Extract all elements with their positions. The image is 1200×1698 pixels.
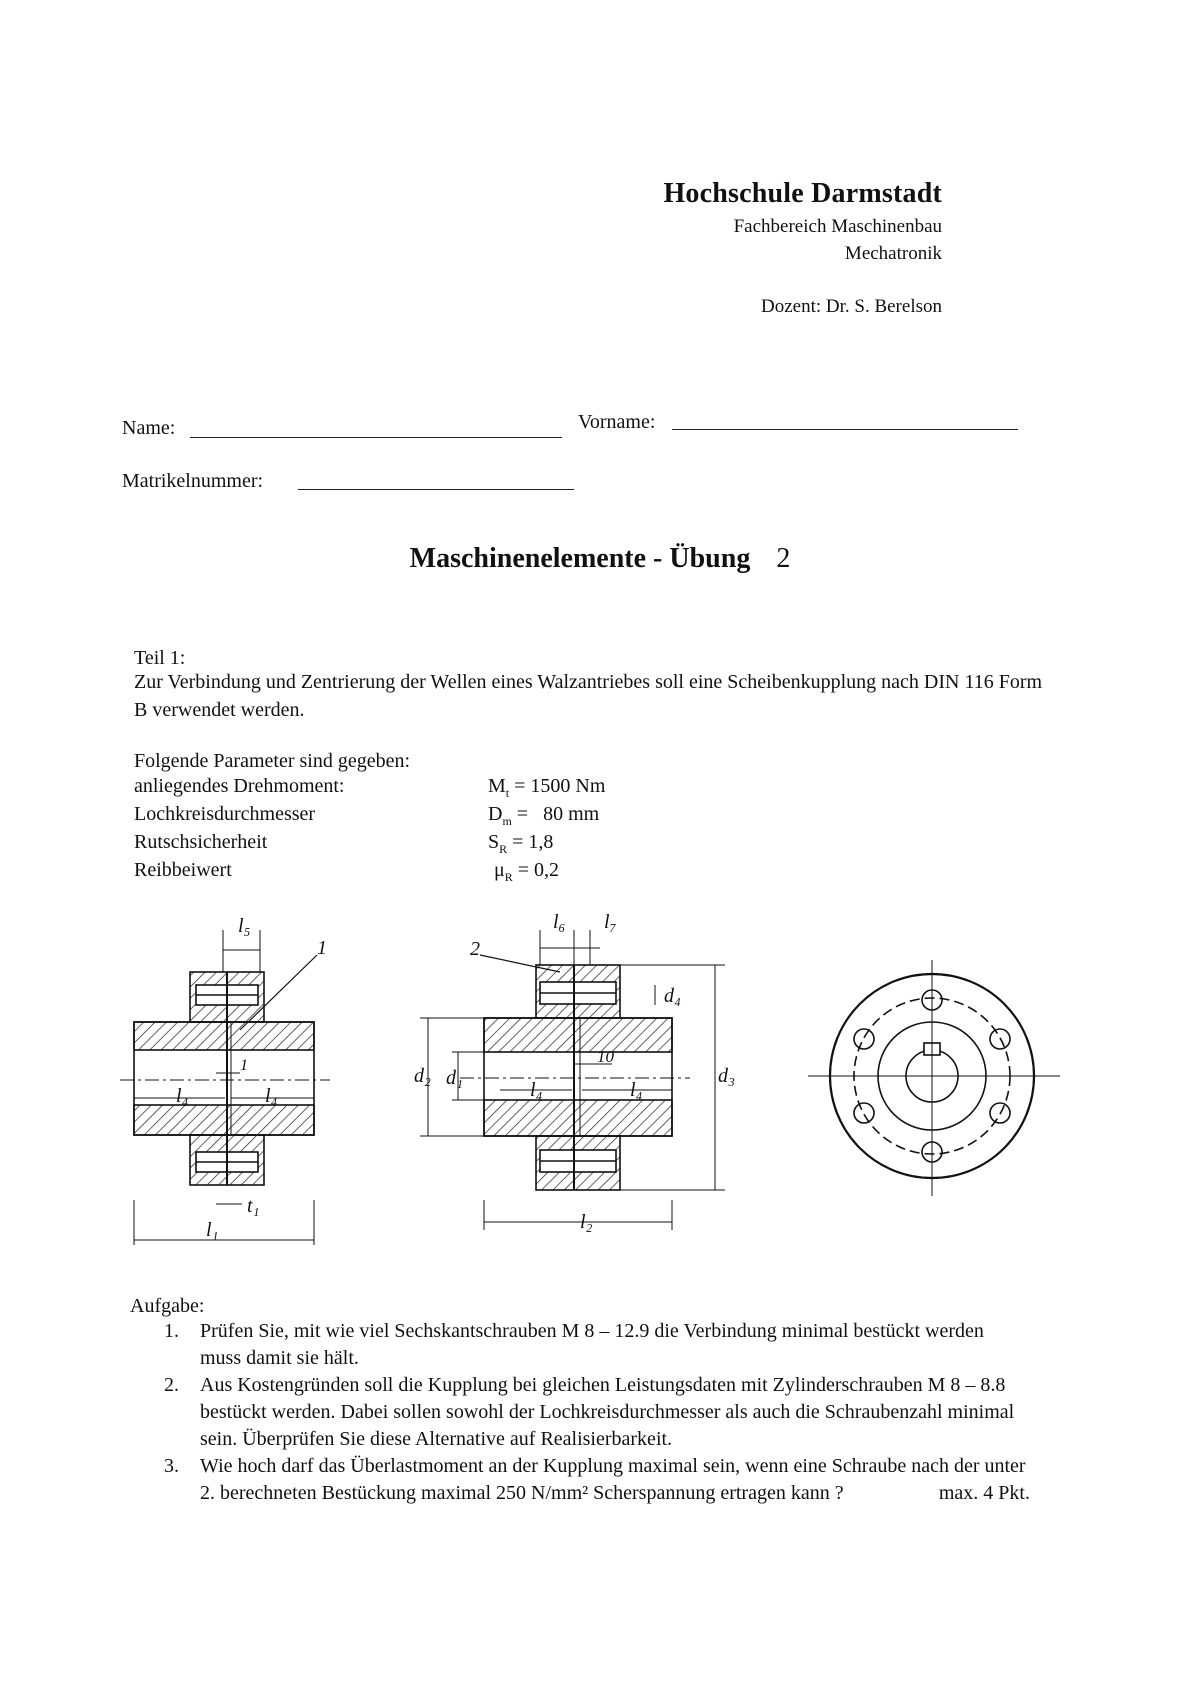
matriculation-label: Matrikelnummer: [122, 470, 264, 492]
svg-text:d₂: d₂ [414, 1065, 431, 1087]
first-name-field[interactable] [672, 429, 1018, 430]
svg-text:d₃: d₃ [718, 1065, 735, 1087]
lecturer: Dozent: Dr. S. Berelson [760, 296, 942, 317]
part1-text: Zur Verbindung und Zentrierung der Wellen eines Walzantriebes soll eine Scheibenkupplung nach DIN 116 Form B verwendet werden. [134, 671, 1043, 721]
svg-text:1: 1 [317, 937, 327, 959]
svg-text:l₄: l₄ [630, 1079, 643, 1101]
svg-text:l₇: l₇ [604, 911, 617, 933]
task-item [130, 1372, 1030, 1453]
svg-text:l₄: l₄ [530, 1079, 543, 1101]
coupling-drawing [0, 900, 1200, 1260]
task-item [130, 1453, 1030, 1507]
svg-text:d₄: d₄ [664, 985, 681, 1007]
param-label-bolt-circle: Lochkreisdurchmesser [134, 803, 316, 825]
param-label-slip-safety: Rutschsicherheit [134, 831, 268, 853]
task-text: Wie hoch darf das Überlastmoment an der Kupplung maximal sein, wenn eine Schraube nach der unter 2. berechneten Bestückung maximal 250 N/mm² Scherspannung ertragen kann ? [200, 1455, 1026, 1504]
matriculation-field[interactable] [298, 489, 574, 490]
coupling-view-1 [120, 930, 330, 1245]
task-text: Prüfen Sie, mit wie viel Sechskantschrauben M 8 – 12.9 die Verbindung minimal bestückt werden muss damit sie hält. [200, 1320, 984, 1369]
param-value-torque: $M_t = 1500$ Nm [488, 775, 606, 800]
svg-text:l₅: l₅ [238, 915, 251, 937]
part1-heading: Teil 1: [134, 647, 186, 669]
department: Fachbereich Maschinenbau [733, 216, 942, 237]
task-text: Aus Kostengründen soll die Kupplung bei gleichen Leistungsdaten mit Zylinderschrauben M 8 – 8.8 bestückt werden. Dabei sollen sowohl der Lochkreisdurchmesser als auch die Schraubenzahl minimal sein. Überprüfen Sie diese Alternative auf Realisierbarkeit. [200, 1374, 1015, 1450]
param-value-slip-safety: $S_R = 1,8$ [488, 831, 554, 856]
svg-text:10: 10 [597, 1047, 614, 1066]
exercise-title-text: Maschinenelemente - Übung [409, 543, 751, 574]
university-name: Hochschule Darmstadt [663, 178, 942, 209]
svg-text:d₁: d₁ [446, 1067, 463, 1089]
param-value-bolt-circle: $D_m = 80$ mm [488, 803, 600, 828]
param-value-friction: $\mu_R = 0,2$ [494, 859, 560, 884]
svg-text:l₂: l₂ [580, 1211, 593, 1233]
task-heading: Aufgabe: [130, 1295, 205, 1317]
task-number: 2. [164, 1374, 179, 1396]
svg-text:l₄: l₄ [265, 1085, 278, 1107]
task-item [130, 1318, 1030, 1372]
param-label-torque: anliegendes Drehmoment: [134, 775, 345, 797]
points-label: max. 4 Pkt. [938, 1482, 1030, 1504]
exercise-number: 2 [776, 543, 791, 574]
svg-text:l₄: l₄ [176, 1085, 189, 1107]
task-number: 1. [164, 1320, 179, 1342]
coupling-view-2 [420, 930, 725, 1230]
svg-text:2: 2 [470, 938, 480, 960]
exercise-title [0, 543, 1200, 575]
coupling-view-1-labels [176, 915, 327, 1241]
svg-text:l₁: l₁ [206, 1219, 219, 1241]
name-field[interactable] [190, 437, 562, 438]
first-name-label: Vorname: [578, 411, 656, 433]
program: Mechatronik [844, 243, 942, 264]
svg-text:1: 1 [240, 1057, 248, 1074]
coupling-front-view [808, 960, 1060, 1196]
task-list [130, 1318, 1030, 1507]
svg-text:t₁: t₁ [247, 1195, 260, 1217]
param-label-friction: Reibbeiwert [134, 859, 232, 881]
svg-text:l₆: l₆ [553, 911, 566, 933]
task-number: 3. [164, 1455, 179, 1477]
name-label: Name: [122, 417, 176, 439]
parameters-intro: Folgende Parameter sind gegeben: [134, 750, 411, 772]
